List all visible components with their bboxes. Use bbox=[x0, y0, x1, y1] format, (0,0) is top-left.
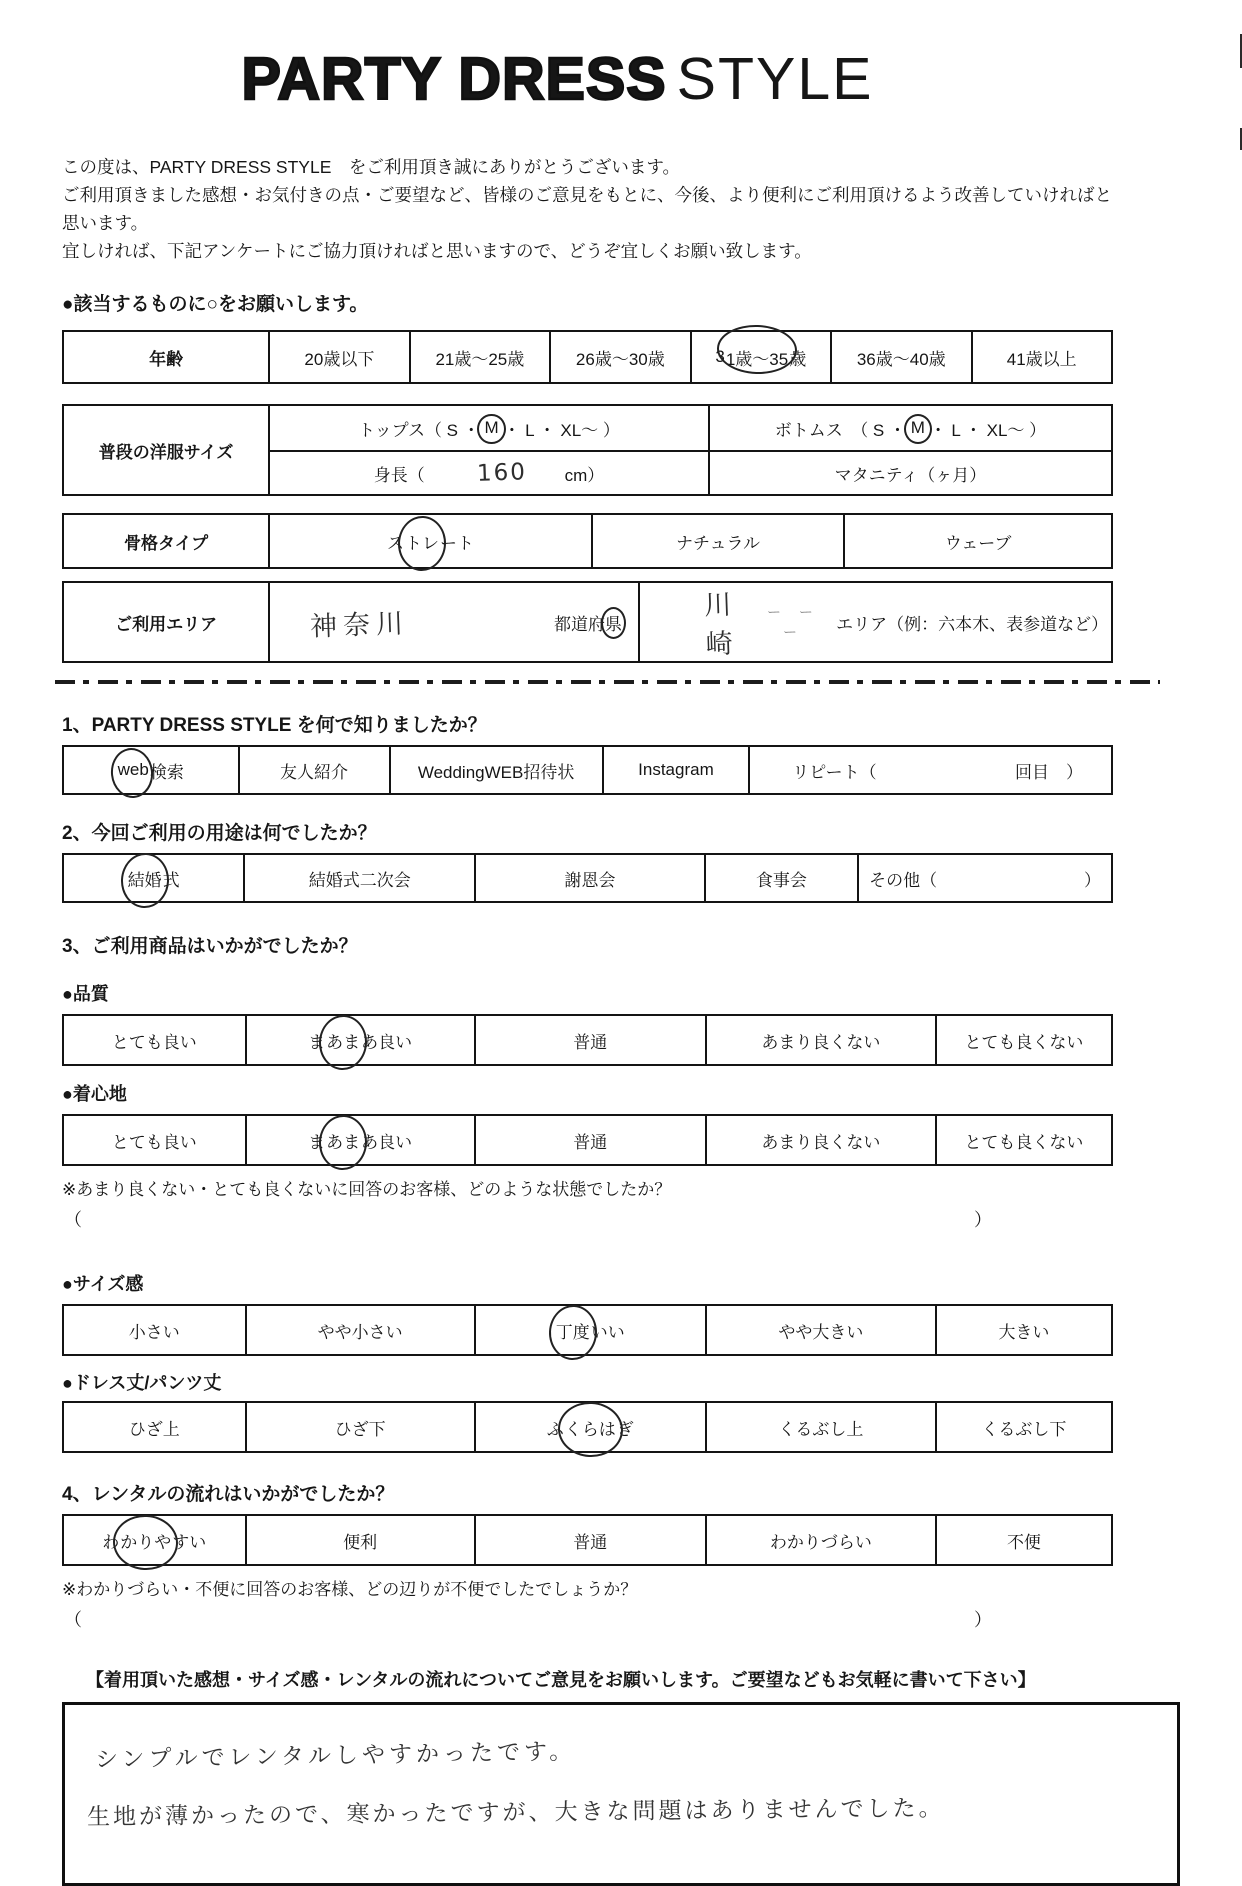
quality-opt2-pre: ま bbox=[308, 1032, 326, 1052]
maternity-cell bbox=[708, 450, 1111, 494]
question2-table bbox=[62, 853, 1113, 903]
size-header: 普段の洋服サイズ bbox=[98, 442, 234, 462]
age-option-under20: 20歳以下 bbox=[268, 332, 408, 382]
quality-label: ●品質 bbox=[62, 984, 109, 1004]
q4-opt1-post: すい bbox=[172, 1532, 207, 1552]
q2-selection-circle: 結婚 bbox=[128, 866, 162, 891]
age-option-36-40: 36歳～40歳 bbox=[830, 332, 970, 382]
intro-line-3: 宜しければ、下記アンケートにご協力頂ければと思いますので、どうぞ宜しくお願い致します。 bbox=[62, 241, 812, 261]
handwritten-comment-line-1: シンプルでレンタルしやすかったです。 bbox=[94, 1738, 577, 1774]
q4-hard-to-understand: わかりづらい bbox=[705, 1516, 935, 1564]
maternity-label: マタニティ（ bbox=[834, 465, 936, 485]
q1-selection-circle: web bbox=[117, 760, 149, 779]
prefecture-label bbox=[554, 610, 622, 635]
city-handwritten-value: 川崎 bbox=[703, 589, 738, 661]
usage-area-table bbox=[62, 581, 1113, 663]
area-header: ご利用エリア bbox=[115, 614, 218, 634]
q4-convenient: 便利 bbox=[245, 1516, 474, 1564]
question3-heading: 3、ご利用商品はいかがでしたか？ bbox=[62, 936, 358, 957]
age-option-26-30: 26歳～30歳 bbox=[549, 332, 689, 382]
quality-very-bad: とても良くない bbox=[935, 1016, 1111, 1064]
intro-line-2: ご利用頂きました感想・お気付きの点・ご要望など、皆様のご意見をもとに、今後、より便利にご利用頂けるよう改善していければと思います。 bbox=[62, 185, 1112, 233]
city-area-cell bbox=[638, 583, 1111, 661]
quality-rating-table bbox=[62, 1014, 1113, 1066]
q4-selection-circle: かりや bbox=[120, 1528, 171, 1553]
q4-followup-note: ※わかりづらい・不便に回答のお客様、どの辺りが不便でしたでしょうか？ bbox=[62, 1580, 638, 1599]
dress-length-label: ●ドレス丈/パンツ丈 bbox=[62, 1373, 222, 1393]
skeleton-option-natural: ナチュラル bbox=[591, 515, 844, 567]
comfort-opt2-pre: ま bbox=[308, 1132, 326, 1152]
q1-option-web-search-selected bbox=[64, 747, 238, 793]
sizefeel-slightly-large: やや大きい bbox=[705, 1306, 935, 1354]
q1-repeat-post: 回目 ） bbox=[1015, 762, 1083, 782]
q1-option-wedding-web-invitation: WeddingWEB招待状 bbox=[389, 747, 602, 793]
skeleton-header: 骨格タイプ bbox=[124, 533, 209, 553]
bottoms-size-cell bbox=[708, 406, 1111, 450]
sizefeel-slightly-small: やや小さい bbox=[245, 1306, 474, 1354]
q2-option-other bbox=[857, 855, 1111, 901]
bottoms-post: ・ L ・ XL～ ） bbox=[929, 420, 1047, 440]
skeleton-type-table bbox=[62, 513, 1113, 569]
skeleton-selection-circle: トレ bbox=[405, 529, 439, 554]
sizefeel-large: 大きい bbox=[935, 1306, 1111, 1354]
q2-option-thanksgiving-party: 謝恩会 bbox=[474, 855, 703, 901]
quality-selection-circle: あま bbox=[326, 1028, 360, 1053]
q4-opt1-pre: わ bbox=[102, 1532, 120, 1552]
length-calf-selected bbox=[474, 1403, 705, 1451]
length-above-knee: ひざ上 bbox=[128, 1419, 180, 1439]
height-label: 身長（ bbox=[373, 465, 425, 485]
question4-table bbox=[62, 1514, 1113, 1566]
comfort-rating-table bbox=[62, 1114, 1113, 1166]
comfort-opt2-post: あ良い bbox=[361, 1132, 413, 1152]
skeleton-option-straight-selected bbox=[268, 515, 591, 567]
comment-section-heading: 【着用頂いた感想・サイズ感・レンタルの流れについてご意見をお願いします。ご要望などもお気軽に書いて下さい】 bbox=[86, 1670, 1036, 1690]
q2-opt1-post: 式 bbox=[162, 870, 180, 890]
q3-followup-note: ※あまり良くない・とても良くないに回答のお客様、どのような状態でしたか？ bbox=[62, 1180, 672, 1199]
sizefeel-selection-circle: 丁度 bbox=[556, 1318, 590, 1343]
tops-size-cell bbox=[268, 406, 708, 450]
length-selection-circle: くらは bbox=[565, 1415, 616, 1440]
dress-length-table bbox=[62, 1401, 1113, 1453]
sizefeel-just-right-selected bbox=[474, 1306, 705, 1354]
q1-option-repeat bbox=[748, 747, 1111, 793]
comfort-selection-circle: あま bbox=[326, 1128, 360, 1153]
age-opt4-pre: 3 bbox=[715, 347, 725, 366]
q2-other-pre: その他（ bbox=[869, 870, 938, 890]
question1-heading: 1、PARTY DRESS STYLE を何で知りましたか？ bbox=[62, 715, 487, 736]
q1-opt1-post: 検索 bbox=[149, 762, 184, 782]
dashed-divider bbox=[55, 680, 1160, 684]
comfort-label: ●着心地 bbox=[62, 1084, 127, 1104]
skel-opt1-post: ート bbox=[439, 533, 474, 553]
q4-paren-close: ） bbox=[974, 1610, 992, 1630]
prefecture-handwritten-value: 神奈川 bbox=[309, 607, 410, 643]
title-light-text: STYLE bbox=[676, 46, 874, 112]
area-example-label: エリア（例：六本木、表参道など） bbox=[836, 614, 1109, 634]
q2-option-dinner-party: 食事会 bbox=[704, 855, 858, 901]
comfort-fairly-good-selected bbox=[245, 1116, 474, 1164]
skeleton-option-wave: ウェーブ bbox=[843, 515, 1111, 567]
bottoms-pre: ボトムス （ S ・ bbox=[774, 420, 906, 440]
length-below-ankle: くるぶし下 bbox=[935, 1403, 1111, 1451]
comfort-very-bad: とても良くない bbox=[935, 1116, 1111, 1164]
length-below-knee: ひざ下 bbox=[245, 1403, 474, 1451]
tops-post: ・ L ・ XL～ ） bbox=[503, 420, 620, 440]
q1-option-instagram: Instagram bbox=[602, 747, 749, 793]
age-option-21-25: 21歳～25歳 bbox=[409, 332, 549, 382]
size-feel-table bbox=[62, 1304, 1113, 1356]
q3-answer-parentheses bbox=[64, 1206, 992, 1232]
maternity-unit: ヶ月） bbox=[935, 465, 987, 485]
q1-option-friend-referral: 友人紹介 bbox=[238, 747, 389, 793]
question2-heading: 2、今回ご利用の用途は何でしたか？ bbox=[62, 823, 377, 844]
question4-heading: 4、レンタルの流れはいかがでしたか？ bbox=[62, 1484, 395, 1505]
length-opt3-pre: ふ bbox=[546, 1419, 564, 1439]
age-table bbox=[62, 330, 1113, 384]
skel-opt1-pre: ス bbox=[386, 533, 404, 553]
clothing-size-table bbox=[62, 404, 1113, 496]
size-feel-label: ●サイズ感 bbox=[62, 1274, 144, 1294]
height-cell bbox=[268, 450, 708, 494]
q4-paren-open: （ bbox=[64, 1610, 82, 1630]
comfort-normal: 普通 bbox=[474, 1116, 705, 1164]
prefecture-ken-circle: 県 bbox=[605, 610, 622, 635]
q4-normal: 普通 bbox=[474, 1516, 705, 1564]
title-bold-text: PARTY DRESS bbox=[241, 46, 667, 112]
quality-opt2-post: あ良い bbox=[361, 1032, 413, 1052]
height-handwritten-value: 160 bbox=[476, 459, 528, 487]
handwritten-comment-line-2: 生地が薄かったので、寒かったですが、大きな問題はありませんでした。 bbox=[86, 1795, 945, 1831]
comment-box bbox=[62, 1702, 1180, 1886]
quality-fairly-good-selected bbox=[245, 1016, 474, 1064]
q2-other-post: ） bbox=[1083, 870, 1101, 890]
page-title bbox=[32, 0, 1083, 112]
age-header: 年齢 bbox=[149, 349, 184, 369]
q1-repeat-pre: リピート（ bbox=[792, 762, 877, 782]
length-above-ankle: くるぶし上 bbox=[705, 1403, 935, 1451]
height-unit: cm） bbox=[564, 465, 605, 485]
bottoms-m-circle: M bbox=[910, 418, 925, 437]
q4-inconvenient: 不便 bbox=[935, 1516, 1111, 1564]
quality-not-good: あまり良くない bbox=[705, 1016, 935, 1064]
age-opt4-post: 歳 bbox=[789, 349, 807, 369]
age-selection-circle: 1歳～35 bbox=[726, 345, 788, 370]
pref-label-pre: 都道府 bbox=[554, 614, 606, 634]
prefecture-cell bbox=[268, 583, 638, 661]
intro-paragraph bbox=[62, 153, 1113, 265]
quality-normal: 普通 bbox=[474, 1016, 705, 1064]
q4-answer-parentheses bbox=[64, 1606, 992, 1632]
q2-option-wedding-selected bbox=[64, 855, 243, 901]
quality-very-good: とても良い bbox=[111, 1032, 197, 1052]
age-option-over41: 41歳以上 bbox=[971, 332, 1111, 382]
q4-easy-to-understand-selected bbox=[64, 1516, 245, 1564]
q3-paren-close: ） bbox=[974, 1210, 992, 1230]
q2-option-wedding-afterparty: 結婚式二次会 bbox=[243, 855, 474, 901]
circle-instruction: ●該当するものに○をお願いします。 bbox=[62, 294, 369, 315]
pencil-dash-marks: ー ー ー bbox=[767, 604, 820, 640]
length-opt3-post: ぎ bbox=[616, 1419, 634, 1439]
question1-table bbox=[62, 745, 1113, 795]
comfort-very-good: とても良い bbox=[111, 1132, 197, 1152]
tops-pre: トップス（ S ・ bbox=[358, 420, 480, 440]
sizefeel-opt3-post: いい bbox=[590, 1322, 625, 1342]
comfort-not-good: あまり良くない bbox=[705, 1116, 935, 1164]
sizefeel-small: 小さい bbox=[128, 1322, 180, 1342]
intro-line-1: この度は、PARTY DRESS STYLE をご利用頂き誠にありがとうございます。 bbox=[62, 157, 680, 177]
tops-m-circle: M bbox=[484, 418, 499, 437]
q3-paren-open: （ bbox=[64, 1210, 82, 1230]
age-option-31-35-selected bbox=[690, 332, 830, 382]
